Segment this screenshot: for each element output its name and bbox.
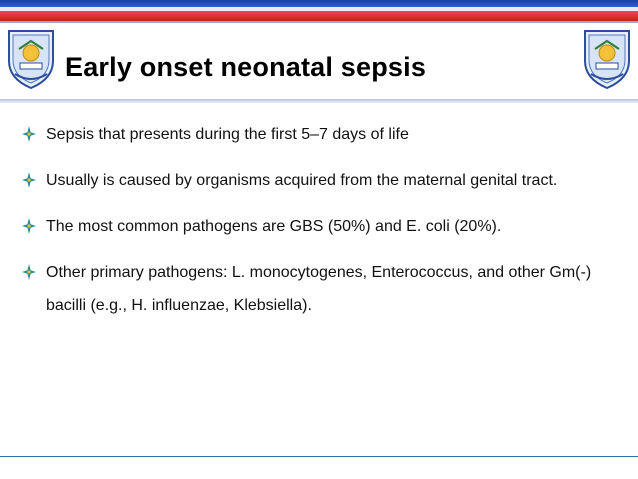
footer-divider [0,456,638,457]
bullet-item [22,210,622,243]
title-divider [0,99,638,103]
university-crest-icon [581,27,633,91]
sparkle-star-icon [22,164,38,197]
sparkle-star-icon [22,210,38,243]
slide-title: Early onset neonatal sepsis [65,52,427,82]
university-crest-icon [5,27,57,91]
sparkle-star-icon [22,118,38,151]
bullet-item [22,118,622,151]
bullet-text: Sepsis that presents during the first 5–7 days of life [46,126,409,143]
bullet-item [22,164,622,197]
bullet-item [22,256,622,322]
bullet-text: Other primary pathogens: L. monocytogenes, Enterococcus, and other Gm(-) bacilli (e.g., H. influenzae, Klebsiella). [46,264,592,314]
top-decorative-band [0,0,638,22]
sparkle-star-icon [22,256,38,289]
bullet-text: The most common pathogens are GBS (50%) and E. coli (20%). [46,218,502,235]
bullet-text: Usually is caused by organisms acquired from the maternal genital tract. [46,172,558,189]
bullet-list [22,118,622,335]
